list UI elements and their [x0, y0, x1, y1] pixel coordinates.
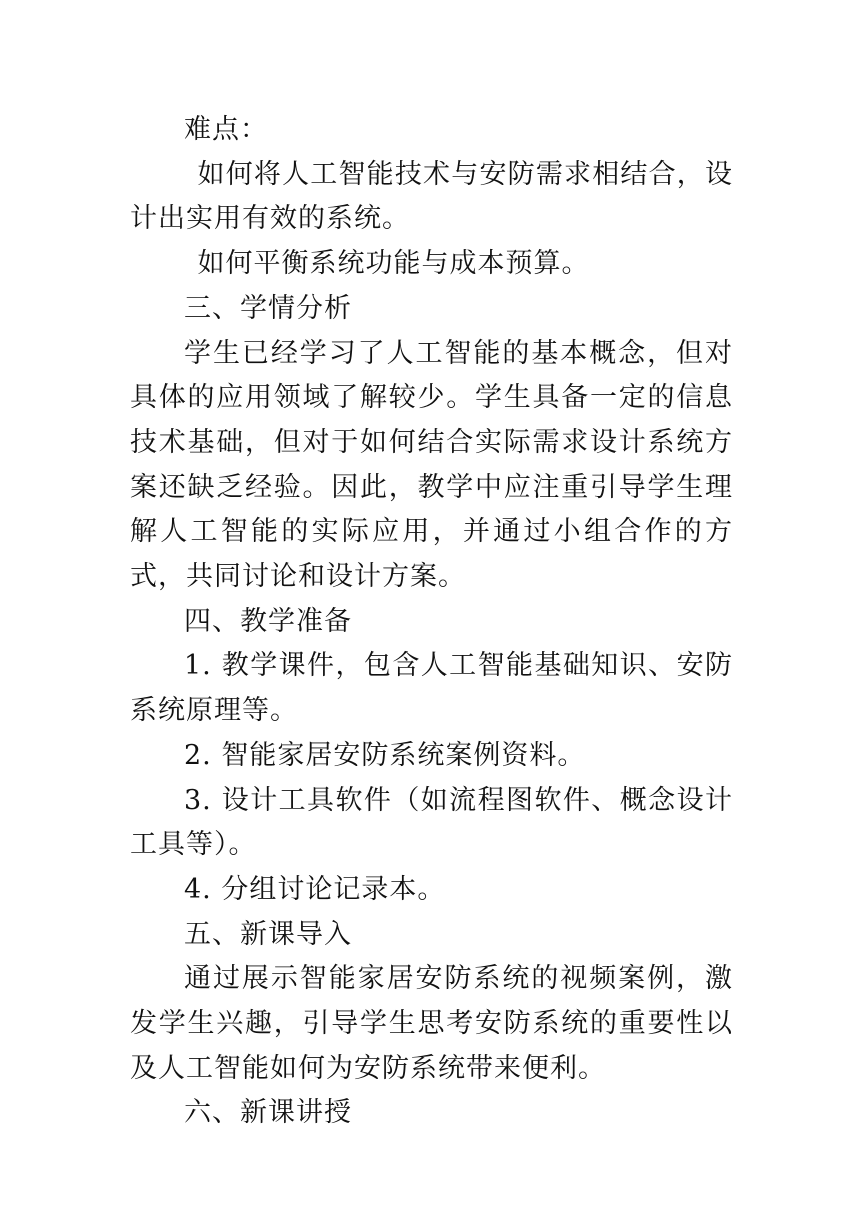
section-4-heading: 四、教学准备	[184, 605, 352, 637]
section-5-body: 通过展示智能家居安防系统的视频案例，激发学生兴趣，引导学生思考安防系统的重要性以及人工智能如何为安防系统带来便利。	[130, 963, 733, 1084]
section-3-body: 学生已经学习了人工智能的基本概念，但对具体的应用领域了解较少。学生具备一定的信息技术基础，但对于如何结合实际需求设计系统方案还缺乏经验。因此，教学中应注重引导学生理解人工智能的实际应用，并通过小组合作的方式，共同讨论和设计方案。	[130, 337, 733, 593]
difficulty-item-1: 如何将人工智能技术与安防需求相结合，设计出实用有效的系统。	[130, 158, 733, 235]
difficulties-label: 难点：	[184, 114, 268, 145]
difficulty-item-2: 如何平衡系统功能与成本预算。	[197, 248, 590, 280]
document-body	[130, 108, 733, 1136]
section-3-heading: 三、学情分析	[184, 292, 352, 324]
prep-item-3: 3. 设计工具软件（如流程图软件、概念设计工具等）。	[130, 784, 733, 861]
section-5-heading: 五、新课导入	[184, 918, 352, 950]
prep-item-4: 4. 分组讨论记录本。	[184, 873, 446, 905]
section-6-heading: 六、新课讲授	[184, 1097, 352, 1129]
prep-item-2: 2. 智能家居安防系统案例资料。	[184, 739, 586, 771]
prep-item-1: 1. 教学课件，包含人工智能基础知识、安防系统原理等。	[130, 650, 733, 727]
